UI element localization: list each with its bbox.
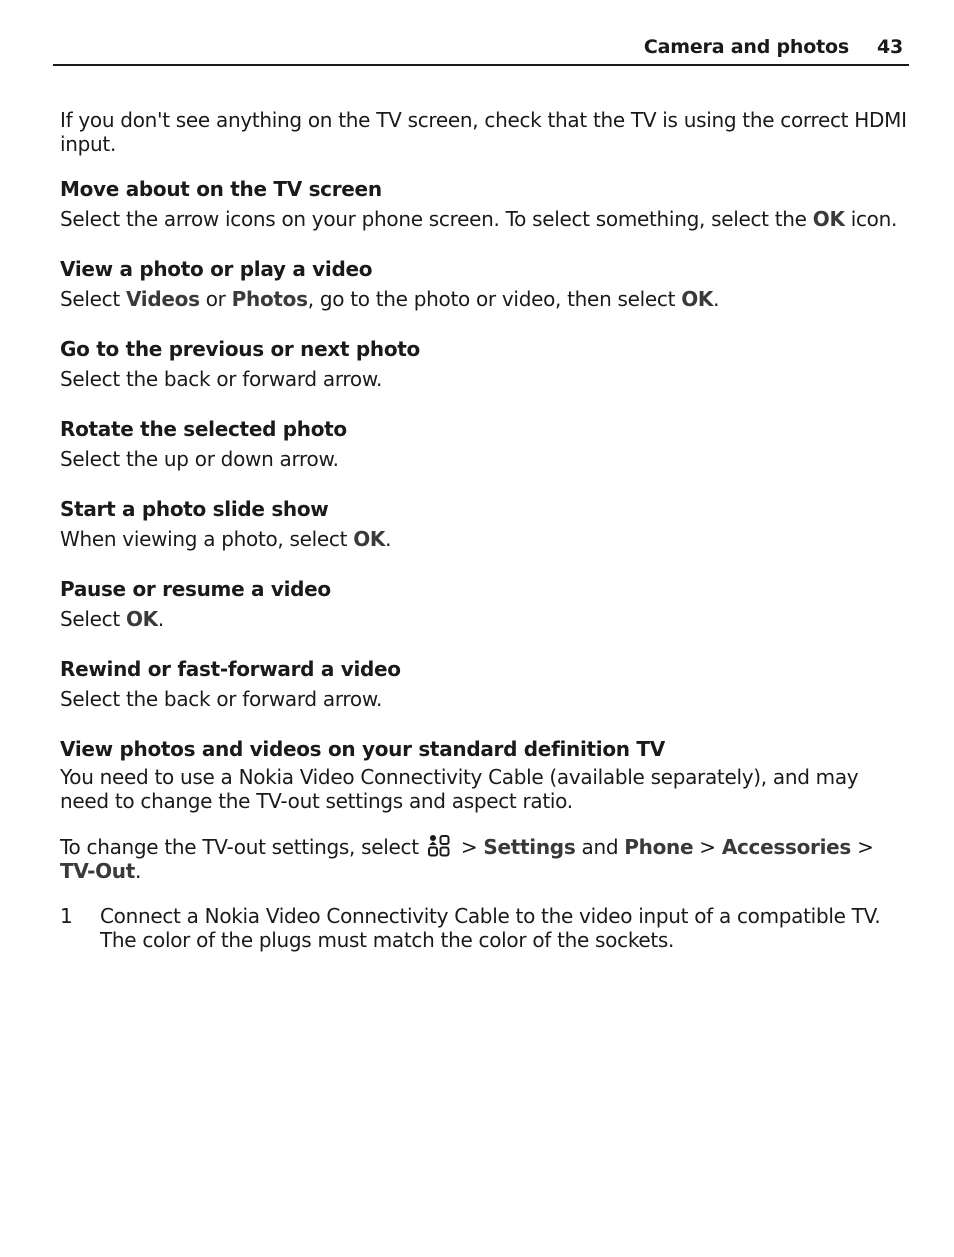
header-text xyxy=(644,36,903,58)
photos-label: Photos xyxy=(231,287,308,311)
settings-text: . xyxy=(134,859,142,883)
settings-text: and xyxy=(575,835,625,859)
page-content xyxy=(60,108,908,952)
intro-paragraph: If you don't see anything on the TV screen, check that the TV is using the correct HDMI input. xyxy=(60,108,907,156)
step-text: Connect a Nokia Video Connectivity Cable to the video input of a compatible TV. The color of the plugs must match the color of the sockets. xyxy=(100,904,881,952)
chapter-title: Camera and photos xyxy=(643,36,849,58)
task-body xyxy=(60,207,908,231)
task-text: Select xyxy=(60,607,126,631)
task-body: Select the back or forward arrow. xyxy=(60,367,383,391)
step-number: 1 xyxy=(60,904,73,928)
task-title: View a photo or play a video xyxy=(60,257,373,281)
phone-label: Phone xyxy=(624,835,694,859)
task-text: , go to the photo or video, then select xyxy=(307,287,682,311)
section-title: View photos and videos on your standard definition TV xyxy=(60,737,665,761)
tv-out-label: TV-Out xyxy=(60,859,135,883)
task-text: or xyxy=(199,287,232,311)
task-text: icon. xyxy=(844,207,898,231)
task-list xyxy=(60,177,908,711)
step-item xyxy=(60,904,908,952)
ok-label: OK xyxy=(812,207,845,231)
task-text: Select xyxy=(60,287,126,311)
page-number: 43 xyxy=(876,36,903,58)
videos-label: Videos xyxy=(125,287,200,311)
task-body xyxy=(60,287,908,311)
task-text: When viewing a photo, select xyxy=(60,527,354,551)
task-rewind xyxy=(60,657,908,711)
task-view-photo xyxy=(60,257,908,311)
page-header xyxy=(53,34,909,66)
task-title: Rewind or fast-forward a video xyxy=(60,657,401,681)
task-pause-resume xyxy=(60,577,908,631)
task-text: . xyxy=(713,287,720,311)
ok-label: OK xyxy=(353,527,386,551)
step-list xyxy=(60,904,908,952)
ok-label: OK xyxy=(681,287,714,311)
task-body xyxy=(60,607,908,631)
task-body: Select the up or down arrow. xyxy=(60,447,339,471)
settings-label: Settings xyxy=(483,835,576,859)
settings-instructions xyxy=(60,834,908,883)
task-title: Rotate the selected photo xyxy=(60,417,347,441)
settings-lead: To change the TV-out settings, select xyxy=(60,835,425,859)
path-separator: > xyxy=(693,835,722,859)
task-text: . xyxy=(385,527,392,551)
section-body: You need to use a Nokia Video Connectivity Cable (available separately), and may need to change the TV-out settings and aspect ratio. xyxy=(60,765,859,813)
task-title: Go to the previous or next photo xyxy=(60,337,420,361)
task-rotate xyxy=(60,417,908,471)
task-title: Move about on the TV screen xyxy=(60,177,382,201)
task-prev-next xyxy=(60,337,908,391)
task-body xyxy=(60,527,908,551)
accessories-label: Accessories xyxy=(721,835,852,859)
task-text: . xyxy=(157,607,164,631)
task-title: Pause or resume a video xyxy=(60,577,331,601)
path-separator: > xyxy=(851,835,874,859)
apps-menu-icon xyxy=(427,834,451,858)
task-slide-show xyxy=(60,497,908,551)
task-title: Start a photo slide show xyxy=(60,497,329,521)
task-move-about xyxy=(60,177,908,231)
path-separator: > xyxy=(454,835,484,859)
ok-label: OK xyxy=(125,607,158,631)
task-body: Select the back or forward arrow. xyxy=(60,687,383,711)
task-text: Select the arrow icons on your phone screen. To select something, select the xyxy=(60,207,813,231)
